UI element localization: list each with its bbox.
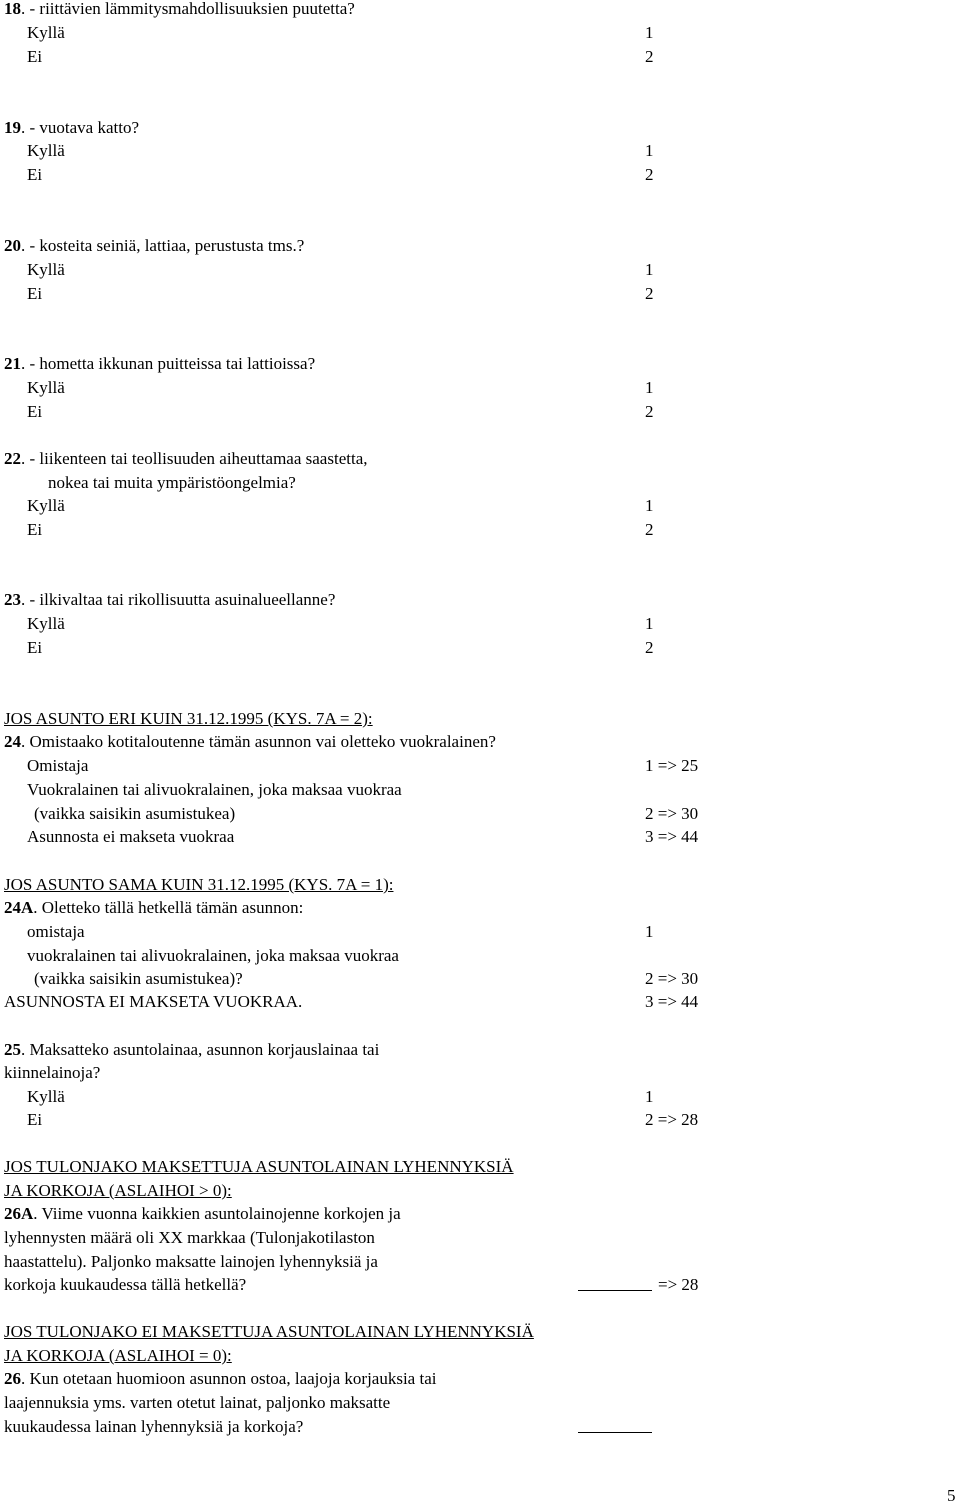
option-label: Omistaja [27,756,89,775]
question-number: 19 [4,118,21,137]
question-number: 21 [4,354,21,373]
answer-no-label: Ei [27,402,43,421]
answer-yes-label: Kyllä [27,614,65,633]
question-text-continued: kiinnelainoja? [4,1063,101,1082]
question-text: . - vuotava katto? [21,118,140,137]
answer-yes-label: Kyllä [27,23,65,42]
option-label: vuokralainen tai alivuokralainen, joka maksaa vuokraa [27,946,399,965]
question-text-continued: haastattelu). Paljonko maksatte lainojen lyhennyksiä ja [4,1252,378,1271]
question-text: . - riittävien lämmitysmahdollisuuksien puutetta? [21,0,355,18]
answer-yes-label: Kyllä [27,496,65,515]
answer-no-code: 2 [645,638,654,657]
question-text: . Kun otetaan huomioon asunnon ostoa, laajoja korjauksia tai [21,1369,437,1388]
answer-no-label: Ei [27,1110,43,1129]
question-number: 24 [4,732,21,751]
question-number: 20 [4,236,21,255]
answer-yes-label: Kyllä [27,1087,65,1106]
answer-yes-code: 1 [645,1087,654,1106]
question-24 [4,732,496,752]
answer-yes-label: Kyllä [27,260,65,279]
answer-yes-label: Kyllä [27,141,65,160]
option-label: Vuokralainen tai alivuokralainen, joka maksaa vuokraa [27,780,402,799]
question-text: . - ilkivaltaa tai rikollisuutta asuinalueellanne? [21,590,336,609]
answer-yes-code: 1 [645,614,654,633]
page-number: 5 [947,1486,956,1505]
question-number: 23 [4,590,21,609]
answer-no-label: Ei [27,638,43,657]
condition-q26a-line1: JOS TULONJAKO MAKSETTUJA ASUNTOLAINAN LYHENNYKSIÄ [4,1157,514,1176]
condition-q24: JOS ASUNTO ERI KUIN 31.12.1995 (KYS. 7A = 2): [4,709,373,728]
answer-no-code: 2 => 28 [645,1110,699,1129]
answer-goto-26a: => 28 [658,1275,699,1294]
answer-yes-code: 1 [645,378,654,397]
answer-yes-code: 1 [645,141,654,160]
option-code: 3 => 44 [645,992,699,1011]
answer-no-label: Ei [27,284,43,303]
answer-blank-26a[interactable] [578,1275,652,1296]
option-code: 1 [645,922,654,941]
answer-no-label: Ei [27,520,43,539]
question-number: 25 [4,1040,21,1059]
question-18 [4,0,355,19]
answer-yes-label: Kyllä [27,378,65,397]
answer-yes-code: 1 [645,23,654,42]
question-24a [4,898,303,918]
question-text: . - hometta ikkunan puitteissa tai lattioissa? [21,354,316,373]
answer-no-code: 2 [645,402,654,421]
option-code: 3 => 44 [645,827,699,846]
answer-no-label: Ei [27,47,43,66]
question-text: . Viime vuonna kaikkien asuntolainojenne korkojen ja [33,1204,401,1223]
question-number: 24A [4,898,34,917]
answer-no-code: 2 [645,47,654,66]
option-label: ASUNNOSTA EI MAKSETA VUOKRAA. [4,992,303,1011]
condition-q26-line2: JA KORKOJA (ASLAIHOI = 0): [4,1346,232,1365]
answer-no-label: Ei [27,165,43,184]
question-25 [4,1040,379,1060]
question-22 [4,449,367,469]
question-text: . Oletteko tällä hetkellä tämän asunnon: [33,898,304,917]
option-code: 2 => 30 [645,804,699,823]
question-text-continued: lyhennysten määrä oli XX markkaa (Tulonjakotilaston [4,1228,375,1247]
condition-q26a-line2: JA KORKOJA (ASLAIHOI > 0): [4,1181,232,1200]
option-label-continued: (vaikka saisikin asumistukea)? [34,969,243,988]
answer-no-code: 2 [645,165,654,184]
option-code: 1 => 25 [645,756,699,775]
question-23 [4,590,335,610]
question-26 [4,1369,436,1389]
answer-no-code: 2 [645,520,654,539]
question-20 [4,236,304,256]
question-text: . - liikenteen tai teollisuuden aiheuttamaa saastetta, [21,449,368,468]
question-26a [4,1204,401,1224]
question-text: . Omistaako kotitaloutenne tämän asunnon vai oletteko vuokralainen? [21,732,496,751]
answer-yes-code: 1 [645,496,654,515]
question-text-continued: kuukaudessa lainan lyhennyksiä ja korkoja? [4,1417,304,1436]
option-label: Asunnosta ei makseta vuokraa [27,827,235,846]
condition-q24a: JOS ASUNTO SAMA KUIN 31.12.1995 (KYS. 7A = 1): [4,875,394,894]
question-21 [4,354,315,374]
answer-yes-code: 1 [645,260,654,279]
question-19 [4,118,139,138]
question-text: . - kosteita seiniä, lattiaa, perustusta tms.? [21,236,305,255]
question-text-continued: korkoja kuukaudessa tällä hetkellä? [4,1275,247,1294]
answer-no-code: 2 [645,284,654,303]
question-number: 26A [4,1204,34,1223]
question-number: 26 [4,1369,21,1388]
question-number: 22 [4,449,21,468]
option-label-continued: (vaikka saisikin asumistukea) [34,804,236,823]
question-text-continued: laajennuksia yms. varten otetut lainat, paljonko maksatte [4,1393,391,1412]
answer-blank-26[interactable] [578,1417,652,1438]
question-number: 18 [4,0,21,18]
question-text: . Maksatteko asuntolainaa, asunnon korjauslainaa tai [21,1040,380,1059]
option-code: 2 => 30 [645,969,699,988]
condition-q26-line1: JOS TULONJAKO EI MAKSETTUJA ASUNTOLAINAN LYHENNYKSIÄ [4,1322,534,1341]
question-text-continued: nokea tai muita ympäristöongelmia? [48,473,296,492]
option-label: omistaja [27,922,85,941]
